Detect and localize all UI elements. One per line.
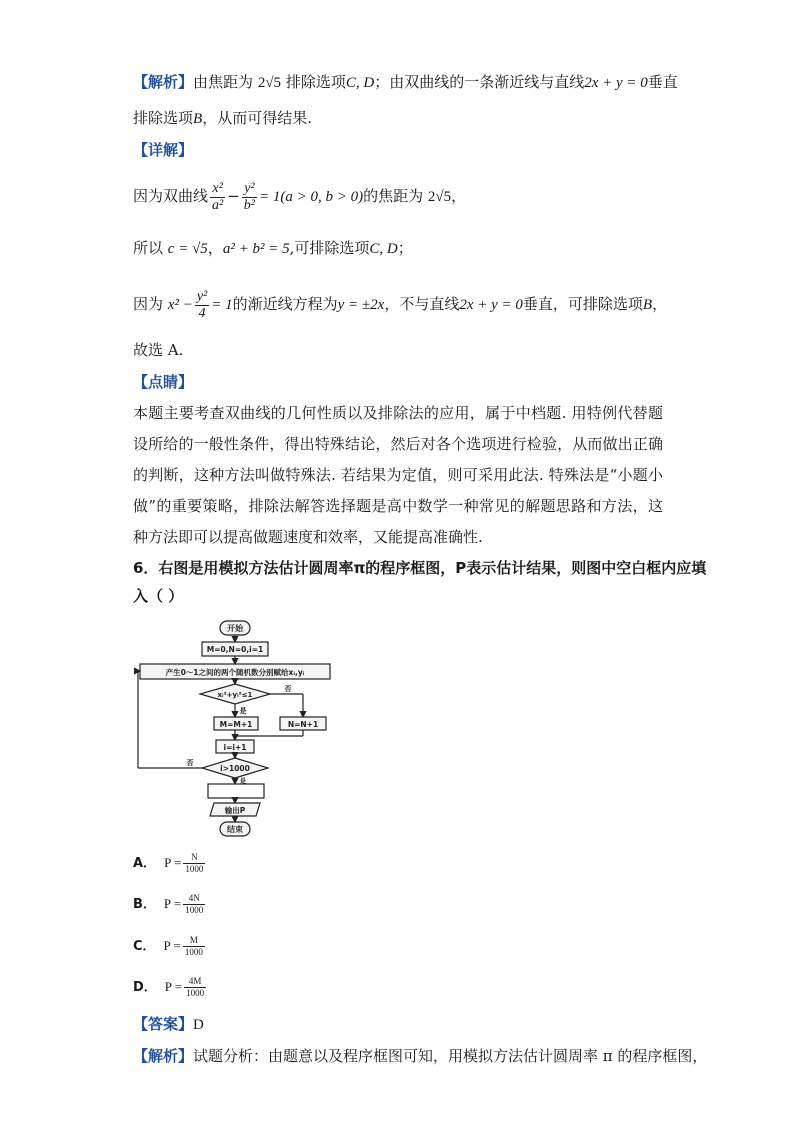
detail-heading: 【详解】 [133, 141, 194, 159]
detail-line-3: 因为 x² − $\frac{\text{y²}}{4}$ = 1的渐近线方程为y = ±2x，不与直线2x + y = 0垂直，可排除选项B， [133, 288, 668, 321]
analysis-line-2: 排除选项B，从而可得结果. [133, 109, 312, 127]
fraction: $\frac{\text{x²}}{\text{a²}}$ [212, 180, 224, 213]
blank-box [208, 784, 264, 798]
option-c[interactable]: C． P = $\frac{M}{1000}$ [133, 935, 203, 957]
analysis-line-1: 【解析】由焦距为 2√5 排除选项C, D；由双曲线的一条渐近线与直线2x + y = 0垂直 [133, 73, 678, 91]
fraction: $\frac{\text{y²}}{4}$ [196, 288, 208, 321]
answer-value: D [193, 1017, 204, 1033]
inc-label: i=i+1 [223, 743, 247, 752]
init-label: M=0,N=0,i=1 [206, 645, 264, 654]
section-tag: 【解析】 [133, 73, 194, 91]
detail-line-2: 所以 c = √5，a² + b² = 5,可排除选项C, D； [133, 239, 413, 257]
comment-paragraph: 本题主要考查双曲线的几何性质以及排除法的应用，属于中档题. 用特例代替题设所给的一般性条件，得出特殊结论，然后对各个选项进行检验，从而做出正确的判断，这种方法叫做特殊法. 若结果为定值，则可采用此法. 特殊法是“小题小做”的重要策略，排除法解答选择题是高中数学一种常见的解题思路和方法，这种方法即可以提高做题速度和效率，又能提高准确性. [133, 404, 663, 546]
fraction: $\frac{\text{y²}}{\text{b²}}$ [243, 180, 255, 213]
no-label-2: 否 [186, 759, 194, 767]
option-d[interactable]: D． P = $\frac{4M}{1000}$ [133, 976, 205, 998]
question-stem-line-2: 入（ ） [133, 587, 184, 605]
decision-1-label: xᵢ²+yᵢ²≤1 [217, 691, 253, 699]
m-label: M=M+1 [219, 720, 253, 729]
generate-label: 产生0～1之间的两个随机数分别赋给xᵢ,yᵢ [165, 668, 305, 677]
analysis-footer-line: 【解析】试题分析：由题意以及程序框图可知，用模拟方法估计圆周率 π 的程序框图， [133, 1047, 708, 1065]
end-label: 结束 [227, 825, 243, 834]
program-flowchart [130, 620, 370, 842]
comment-heading: 【点睛】 [133, 373, 194, 391]
yes-label-2: 是 [239, 778, 247, 785]
option-b[interactable]: B． P = $\frac{4N}{1000}$ [133, 893, 204, 915]
question-stem-line-1: 6．右图是用模拟方法估计圆周率π的程序框图，P表示估计结果，则图中空白框内应填 [133, 559, 707, 577]
no-label-1: 否 [284, 685, 292, 693]
answer-line: 【答案】D [133, 1015, 204, 1033]
detail-line-1: 因为双曲线 $\frac{\text{x²}}{\text{a²}}$ − $\frac{\text{y²}}{\text{b²}}$ = 1(a > 0, b > 0)的焦距为 2√5， [133, 180, 467, 213]
decision-2-label: i>1000 [220, 764, 250, 773]
n-label: N=N+1 [287, 720, 319, 729]
option-a[interactable]: A． P = $\frac{N}{1000}$ [133, 852, 204, 874]
yes-label-1: 是 [239, 707, 247, 715]
detail-conclusion: 故选 A. [133, 341, 184, 359]
output-label: 输出P [224, 806, 246, 815]
start-label: 开始 [227, 624, 243, 633]
